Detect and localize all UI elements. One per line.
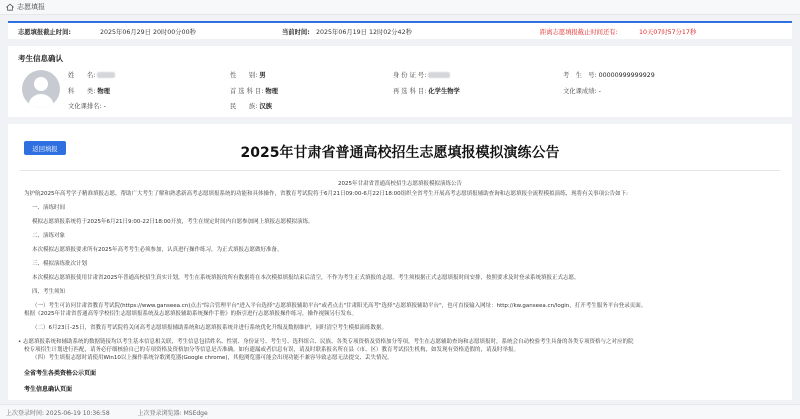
current-time-value: 2025年06月19日 12时02分42秒 <box>316 28 412 36</box>
home-icon[interactable] <box>6 3 14 11</box>
exam-number-label: 考 生 号: <box>563 72 597 79</box>
ethnic-label: 民 族: <box>230 103 258 110</box>
last-login-time: 上次登录时间: 2025-06-19 10:36:58 <box>6 409 110 417</box>
culture-score-label: 文化课成绩: <box>563 88 597 95</box>
culture-score-value: - <box>598 88 601 95</box>
first-subject-label: 首 选 科 目: <box>230 88 264 95</box>
culture-rank-label: 文化课排名: <box>68 103 102 110</box>
announcement-title: 2025年甘肃省普通高校招生志愿填报模拟演练公告 <box>240 145 560 161</box>
paragraph-browser: （四）考生填报志愿时请使用Win10以上操作系统谷歌浏览器(Google chrome)，其他浏览器可能会出现功能不兼容导致志愿无法提交、丢失情况。 <box>32 355 393 361</box>
announcement-panel <box>8 124 792 400</box>
heading-target: 二、演练对象 <box>32 233 66 239</box>
avatar <box>22 70 60 108</box>
paragraph-access: （一）考生可访问甘肃省教育考试院(https://www.ganseea.cn)点击"综合管理平台"进入平台选择"志愿填报辅助平台"或者点击"甘肃阳光高考"选择"志愿填报辅助平台"，也可直接输入网址：http://kw.ganseea.cn/login，打开考生服务平台登录页面。 <box>32 303 647 309</box>
paragraph-maintenance: （二）6月23日-25日，省教育考试院将关闭高考志愿填报辅助系统和志愿填报系统并进行系统优化升级及数据维护，同时清空考生模拟演练数据。 <box>32 325 387 331</box>
id-number-label: 身 份 证 号: <box>393 72 427 79</box>
paragraph-data-link-cont: 校专项招生计划进行匹配，请务必仔细核验自己的专项资格及资格加分等信息是否准确。如有遗漏或者信息有误，请及时联系报名所在县（市、区）教育考试招生机构，如发现有资格造假的，请及时举报。 <box>24 347 520 353</box>
countdown-label: 距离志愿填报截止时间还有: <box>540 28 618 36</box>
candidate-info-title: 考生信息确认 <box>18 54 63 63</box>
category-field <box>68 86 110 95</box>
second-subject-label: 再 选 科 目: <box>393 88 427 95</box>
paragraph-target: 本次模拟志愿填报要求所有2025年高考考生必须参加，认真进行操作练习，为正式填报志愿做好准备。 <box>32 247 283 253</box>
qualification-link[interactable]: 全省考生各类资格公示页面 <box>24 370 97 377</box>
countdown-value: 10天07时57分17秒 <box>639 28 697 36</box>
culture-rank-value: - <box>103 103 106 110</box>
category-label: 科 类: <box>68 88 96 95</box>
gender-label: 性 别: <box>230 72 258 79</box>
heading-plan: 三、模拟演练批次计划 <box>32 261 88 267</box>
paragraph-data-link: • 志愿填报系统和辅助系统的数据链接均以考生基本信息相关联，考生信息包括姓名、性别、身份证号、考生号、选科组合、民族、各类专项资格及资格加分等项，考生在志愿辅助查询和志愿填报时，系统会自动校验考生具备的各类专项资格与之对应的院 <box>18 339 634 345</box>
name-label: 姓 名: <box>68 72 96 79</box>
ethnic-field <box>230 101 272 110</box>
deadline-value: 2025年06月29日 20时00分00秒 <box>100 28 196 36</box>
name-value-masked <box>97 72 115 78</box>
gender-field <box>230 70 266 79</box>
exam-number-value: 00000999999929 <box>598 72 655 79</box>
breadcrumb-title[interactable]: 志愿填报 <box>17 3 45 11</box>
first-subject-value: 物理 <box>265 88 278 95</box>
deadline-bar <box>8 21 792 39</box>
heading-schedule: 一、演练时间 <box>32 205 66 211</box>
first-subject-field <box>230 86 278 95</box>
divider <box>20 170 780 171</box>
culture-score-field <box>563 86 601 95</box>
id-number-field <box>393 70 450 79</box>
gender-value: 男 <box>259 72 266 79</box>
second-subject-field <box>393 86 460 95</box>
paragraph-plan: 本次模拟志愿填报使用甘肃省2025年普通高校招生真实计划，考生在系统填报的所有数据将在本次模拟填报结束后清空，不作为考生正式填报的志愿。考生须根据正式志愿填报时间安排，按照要求及时登录系统填报正式志愿。 <box>32 275 580 281</box>
id-number-value-masked <box>428 72 450 78</box>
name-field <box>68 70 115 79</box>
announcement-subtitle: 2025年甘肃省普通高校招生志愿填报模拟演练公告 <box>338 181 462 187</box>
paragraph-access-cont: 根据《2025年甘肃省普通高等学校招生志愿填报系统及志愿填报辅助系统操作手册》的指引进行志愿填报操作练习，操作视频另行发布。 <box>24 311 358 317</box>
status-footer <box>0 404 800 419</box>
category-value: 物理 <box>97 88 110 95</box>
ethnic-value: 汉族 <box>259 103 272 110</box>
deadline-label: 志愿填报截止时间: <box>18 28 71 36</box>
paragraph-intro: 为护航2025年高考学子精准填报志愿，帮助广大考生了解和熟悉新高考志愿填报系统的功能和具体操作，省教育考试院将于6月21日09:00-6月22日18:00组织全省考生开展高考志愿填报辅助查询和志愿填报全流程模拟演练，现将有关事项公告如下: <box>24 191 629 197</box>
last-login-browser: 上次登录浏览器: MSEdge <box>137 409 208 417</box>
exam-number-field <box>563 70 655 79</box>
current-time-label: 当前时间: <box>282 28 310 36</box>
back-to-fill-button[interactable]: 返回填报 <box>24 141 66 155</box>
confirm-info-link[interactable]: 考生信息确认页面 <box>24 386 73 393</box>
breadcrumb <box>0 0 800 15</box>
culture-rank-field <box>68 101 106 110</box>
candidate-info-card <box>8 46 792 117</box>
heading-notice: 四、考生须知 <box>32 289 66 295</box>
paragraph-schedule: 模拟志愿填报系统将于2025年6月21日9:00-22日18:00开放，考生在规定时间内自愿参加网上填报志愿模拟演练。 <box>32 219 314 225</box>
second-subject-value: 化学生物学 <box>428 88 460 95</box>
